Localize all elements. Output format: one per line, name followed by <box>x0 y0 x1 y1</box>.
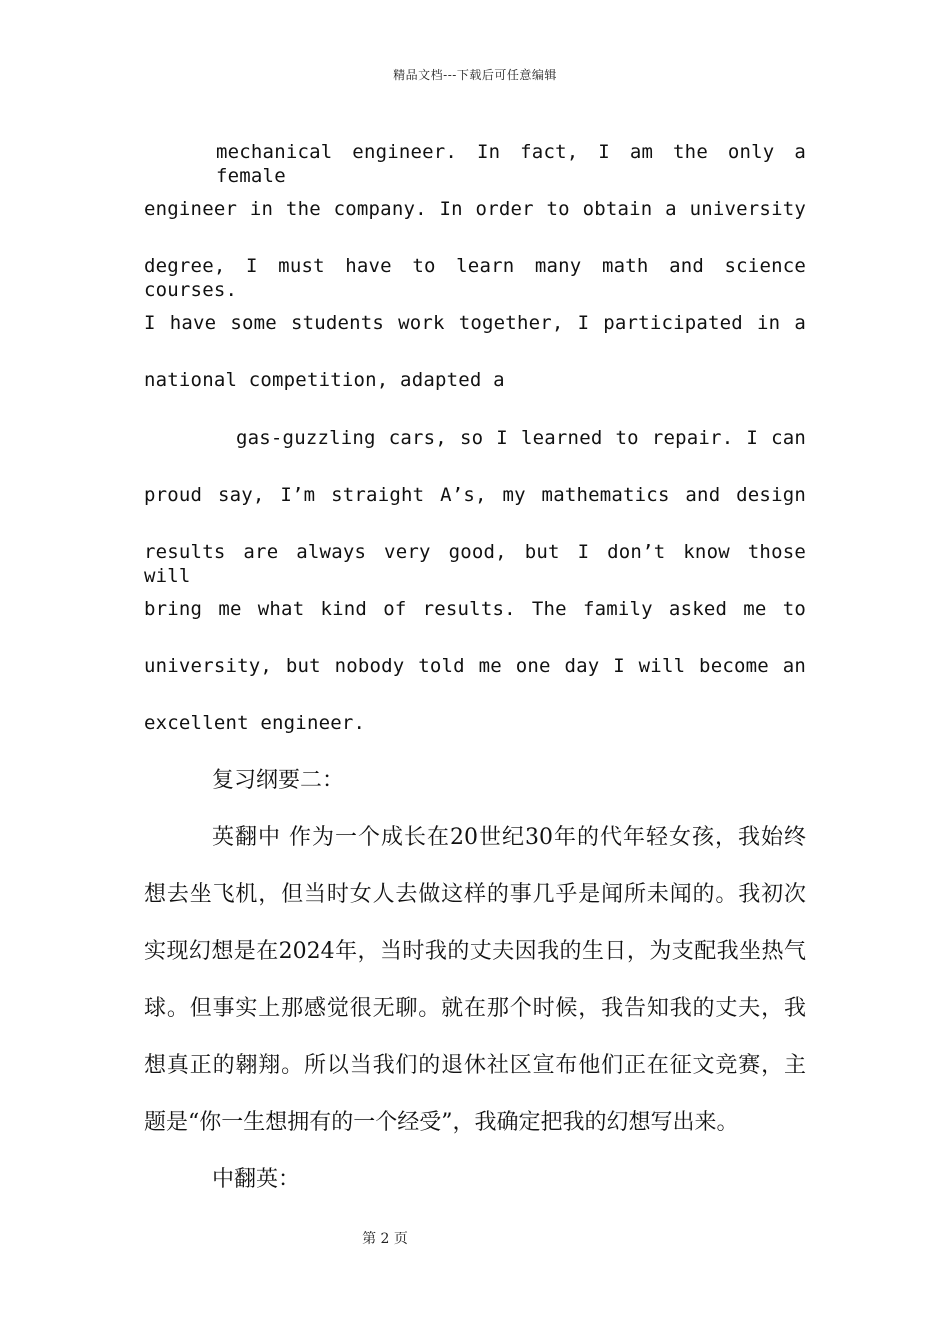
page-number: 第 2 页 <box>362 1231 408 1247</box>
chinese-paragraph-line: 想真正的翱翔。所以当我们的退休社区宣布他们正在征文竞赛，主 <box>144 1053 806 1078</box>
subsection-title: 中翻英： <box>212 1167 301 1192</box>
paragraph-line: I have some students work together, I participated in a <box>144 312 806 334</box>
paragraph-line: excellent engineer. <box>144 712 366 734</box>
section-title: 复习纲要二： <box>212 768 345 793</box>
paragraph-line: degree, I must have to learn many math and science courses. <box>144 255 806 301</box>
chinese-paragraph-line: 想去坐飞机，但当时女人去做这样的事几乎是闻所未闻的。我初次 <box>144 882 806 907</box>
paragraph-line: results are always very good, but I don’t know those will <box>144 541 806 587</box>
paragraph-line: university, but nobody told me one day I will become an <box>144 655 806 677</box>
paragraph-line: engineer in the company. In order to obtain a university <box>144 198 806 220</box>
chinese-paragraph-line: 题是“你一生想拥有的一个经受”，我确定把我的幻想写出来。 <box>144 1110 739 1135</box>
chinese-paragraph-line: 实现幻想是在2024年，当时我的丈夫因我的生日，为支配我坐热气 <box>144 939 806 964</box>
paragraph-line: mechanical engineer. In fact, I am the only a female <box>216 141 806 187</box>
page-header: 精品文档---下载后可任意编辑 <box>393 68 557 82</box>
paragraph-line: gas-guzzling cars, so I learned to repair. I can <box>236 427 806 449</box>
paragraph-line: national competition, adapted a <box>144 369 505 391</box>
chinese-paragraph-line: 球。但事实上那感觉很无聊。就在那个时候，我告知我的丈夫，我 <box>144 996 806 1021</box>
paragraph-line: proud say, I’m straight A’s, my mathematics and design <box>144 484 806 506</box>
chinese-paragraph-line: 英翻中 作为一个成长在20世纪30年的代年轻女孩，我始终 <box>212 825 806 850</box>
paragraph-line: bring me what kind of results. The family asked me to <box>144 598 806 620</box>
